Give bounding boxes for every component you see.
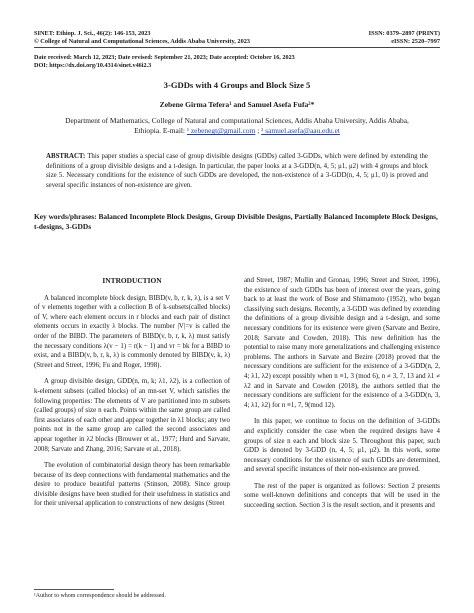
email-link-2[interactable]: ² samuel.asefa@aau.edu.et xyxy=(261,126,340,136)
affiliation-text: Department of Mathematics, College of Natural and computational Sciences, Addis Ababa University, Addis Ababa, Ethiopia. E-mail: xyxy=(65,116,409,136)
body-paragraph: A balanced incomplete block design, BIBD(v, b, r, k, λ), is a set V of v elements together with a collection B of k-subsets(called blocks) of V, where each element occurs in r blocks and each pair of distinct elements occurs in exactly λ blocks. The number |V|=v is called the order of the BIBD. The parameters of BIBD(v, b, r, k, λ) must satisfy the necessary conditions λ(v − 1) = r(k − 1) and vr = bk for a BIBD to exist, and a BIBD(v, b, r, k, λ) is commonly denoted by BIBD(v, k, λ) (Street and Street, 1996; Fu and Roger, 1998). xyxy=(34,294,230,369)
right-column xyxy=(244,276,440,518)
footnote: ¹Author to whom correspondence should be addressed. xyxy=(34,593,166,599)
abstract-label: ABSTRACT: xyxy=(46,153,86,160)
running-header-line1 xyxy=(34,30,440,37)
keywords: Key words/phrases: Balanced Incomplete Block Designs, Group Divisible Designs, Partially Balanced Incomplete Block Designs, t-designs, 3-GDDs xyxy=(34,212,438,232)
body-paragraph: A group divisible design, GDD(n, m, k; λ1, λ2), is a collection of k-element subsets (called blocks) of an mn-set V, which satisfies the following properties: The elements of V are partitioned into m subsets (called groups) of size n each. Points within the same group are called first associates of each other and appear together in λ1 blocks; any two points not in the same group are called the second associates and appear together in λ2 blocks (Brouwer et al., 1977; Hurd and Sarvate, 2008; Sarvate and Zhang, 2016; Sarvate et al., 2018). xyxy=(34,378,230,453)
body-paragraph: The rest of the paper is organized as follows: Section 2 presents some well-known definitions and concepts that will be used in the succeeding section. Section 3 is the result section, and it presents and xyxy=(244,482,440,510)
left-column xyxy=(34,276,230,516)
footnote-rule xyxy=(34,589,114,590)
abstract-text: This paper studies a special case of group divisible designs (GDDs) called 3-GDDs, which were defined by extending the definitions of a group divisible designs and a t-design. In particular, the paper looks at a 3-GDD(n, 4, 5; μ1, μ2) with 4 groups and block size 5. Necessary conditions for the existence of such GDDs are developed, the non-existence of a 3-GDD(n, 4, 5; μ1, 0) is proved and several specific instances of non-existence are given. xyxy=(46,153,428,189)
author-list: Zebene Girma Tefera¹ and Samuel Asefa Fufa²* xyxy=(159,100,315,109)
running-header-line2 xyxy=(34,38,440,45)
issn-online: eISSN: 2520–7997 xyxy=(391,38,440,45)
body-paragraph: The evolution of combinatorial design theory has been remarkable because of its deep connections with fundamental mathematics and the desire to produce beautiful patterns (Stinson, 2008). Since group divisible designs have been studied for their usefulness in statistics and for their universal application to constructions of new designs (Street xyxy=(34,462,230,508)
section-heading-introduction: INTRODUCTION xyxy=(102,276,162,285)
email-link-1[interactable]: ¹ zebenegt@gmail.com xyxy=(186,126,256,136)
doi-line: DOI: https://dx.doi.org/10.4314/sinet.v46i2.3 xyxy=(34,62,152,69)
paper-title: 3-GDDs with 4 Groups and Block Size 5 xyxy=(163,80,311,90)
issn-print: ISSN: 0379–2897 (PRINT) xyxy=(368,30,440,37)
email-separator: ; xyxy=(255,126,262,136)
body-paragraph: In this paper, we continue to focus on the definition of 3-GDDs and explicitly consider the case when the required designs have 4 groups of size n each and block size 5. Throughout this paper, such GDD is denoted by 3-GDD (n, 4, 5; μ1, μ2). In this work, some necessary conditions for the existence of such GDDs are determined, and several specific instances of their non-existence are proved. xyxy=(244,418,440,474)
copyright-notice: © College of Natural and Computational Sciences, Addis Ababa University, 2023 xyxy=(34,38,251,45)
body-paragraph: and Street, 1987; Mullin and Gronau, 1996; Street and Street, 1996), the existence of such GDDs has been of interest over the years, going back to at least the work of Bose and Shimamoto (1952), who began classifying such designs. Recently, a 3-GDD was defined by extending the definitions of a group divisible design and a t-design, and some necessary conditions for its existence were given (Sarvate and Bezire, 2018; Sarvate and Cowden, 2018). This new definition has the potential to raise many more generalizations and challenging existence problems. The authors in Sarvate and Bezire (2018) proved that the necessary conditions are sufficient for the existence of a 3-GDD(n, 2, 4; λ1, λ2) except possibly when n ≡1, 3 (mod 6), n ≠ 3, 7, 13 and λ1 ≠ λ2 and in Sarvate and Cowden (2018), the authors settled that the necessary conditions are sufficient for the existence of a 3-GDD(n, 3, 4; λ1, λ2) for n ≡1, 7, 9(mod 12). xyxy=(244,277,440,409)
journal-citation: SINET: Ethiop. J. Sci., 46(2): 146-153, 2023 xyxy=(34,30,151,37)
affiliation xyxy=(54,116,420,137)
publication-dates: Date received: March 12, 2023; Date revised: September 21, 2023; Date accepted: October 16, 2023 xyxy=(34,54,295,61)
abstract-block xyxy=(46,152,428,190)
header-rule xyxy=(34,47,440,48)
